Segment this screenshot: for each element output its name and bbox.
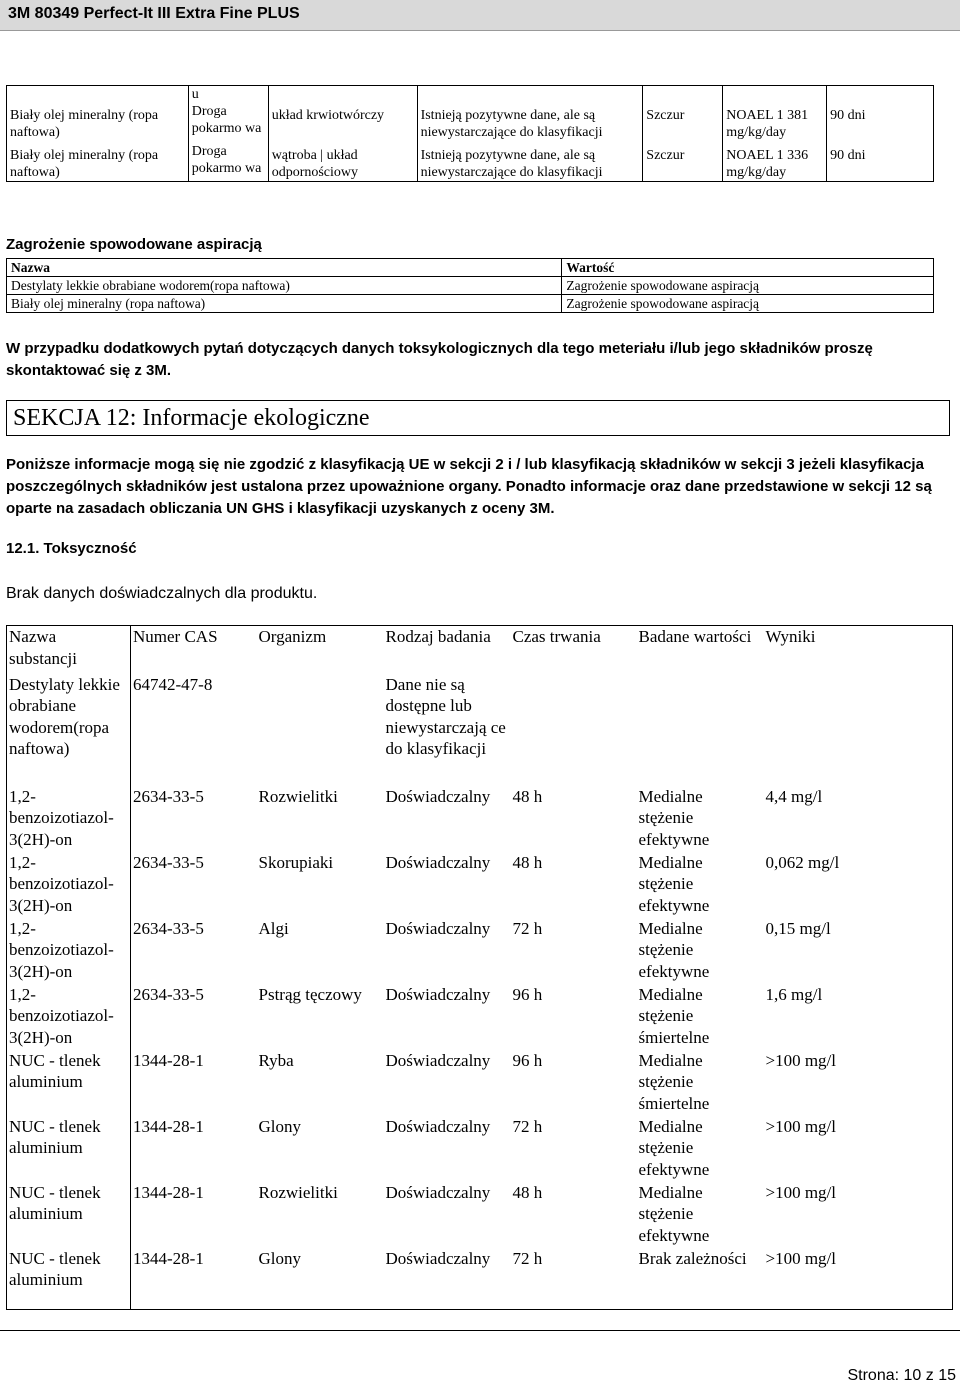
table-cell: Medialne stężenie efektywne bbox=[638, 852, 710, 915]
ecotoxicity-table bbox=[6, 625, 953, 1310]
table-row bbox=[7, 786, 953, 852]
no-data-note: Brak danych doświadczalnych dla produktu. bbox=[6, 585, 318, 602]
table-cell: Medialne stężenie efektywne bbox=[638, 786, 710, 849]
table-cell: Medialne stężenie śmiertelne bbox=[638, 984, 710, 1047]
table-cell: Doświadczalny bbox=[385, 918, 491, 938]
table-cell: 1,2-benzoizotiazol-3(2H)-on bbox=[7, 918, 131, 984]
contact-note: W przypadku dodatkowych pytań dotyczących danych toksykologicznych dla tego meteriału i/lub jego składników proszę skontaktować się z 3M. bbox=[6, 340, 873, 379]
table-cell: 1,2-benzoizotiazol-3(2H)-on bbox=[7, 786, 131, 852]
table-row bbox=[7, 277, 934, 295]
table-cell: 2634-33-5 bbox=[133, 918, 204, 938]
table-cell: >100 mg/l bbox=[765, 1248, 837, 1268]
table-cell: NUC - tlenek aluminium bbox=[7, 1050, 131, 1116]
table-cell: Doświadczalny bbox=[385, 852, 491, 872]
aspiration-table bbox=[6, 258, 934, 313]
table-cell: Skorupiaki bbox=[258, 852, 334, 872]
table-cell: Brak zależności bbox=[638, 1248, 747, 1268]
column-header: Organizm bbox=[258, 627, 327, 646]
table-row bbox=[7, 86, 934, 182]
table-row bbox=[7, 295, 934, 313]
table-cell: Doświadczalny bbox=[385, 1050, 491, 1070]
table-row bbox=[7, 1248, 953, 1310]
table-cell: 96 h bbox=[512, 1050, 543, 1070]
table-cell: NUC - tlenek aluminium bbox=[7, 1116, 131, 1182]
document-title: 3M 80349 Perfect-It III Extra Fine PLUS bbox=[8, 5, 300, 22]
table-cell: 4,4 mg/l bbox=[765, 786, 823, 806]
table-cell: 96 h bbox=[512, 984, 543, 1004]
duration-cell: 90 dni 90 dni bbox=[827, 86, 934, 182]
substance-name: Biały olej mineralny (ropa naftowa) Biały olej mineralny (ropa naftowa) bbox=[7, 86, 189, 182]
substance-name: Destylaty lekkie obrabiane wodorem(ropa naftowa) bbox=[7, 277, 562, 295]
table-cell: 72 h bbox=[512, 1116, 543, 1136]
table-header-row bbox=[7, 259, 934, 277]
table-cell: 1,2-benzoizotiazol-3(2H)-on bbox=[7, 984, 131, 1050]
column-header: Wartość bbox=[562, 259, 934, 277]
value-cell: Istnieją pozytywne dane, ale są niewystarczające do klasyfikacji Istnieją pozytywne dane, ale są niewystarczające do klasyfikacji bbox=[417, 86, 643, 182]
table-cell: >100 mg/l bbox=[765, 1116, 837, 1136]
table-cell: 72 h bbox=[512, 918, 543, 938]
table-cell bbox=[257, 674, 384, 786]
table-cell: Medialne stężenie efektywne bbox=[638, 918, 710, 981]
table-cell: 1344-28-1 bbox=[133, 1182, 204, 1202]
table-row bbox=[7, 984, 953, 1050]
document-header bbox=[0, 0, 960, 31]
table-cell: 2634-33-5 bbox=[133, 852, 204, 872]
table-cell: 2634-33-5 bbox=[133, 984, 204, 1004]
species-cell: Szczur Szczur bbox=[643, 86, 723, 182]
table-row bbox=[7, 1182, 953, 1248]
column-header: Numer CAS bbox=[133, 627, 218, 646]
table-cell: Doświadczalny bbox=[385, 1116, 491, 1136]
table-cell: Doświadczalny bbox=[385, 1248, 491, 1268]
table-cell: 2634-33-5 bbox=[133, 786, 204, 806]
table-cell: Rozwielitki bbox=[258, 786, 338, 806]
toxicity-table bbox=[6, 85, 934, 182]
table-cell: 1344-28-1 bbox=[133, 1116, 204, 1136]
subsection-title: 12.1. Toksyczność bbox=[6, 540, 137, 557]
table-cell: Rozwielitki bbox=[258, 1182, 338, 1202]
table-cell: 48 h bbox=[512, 852, 543, 872]
table-cell: 64742-47-8 bbox=[133, 674, 213, 694]
table-cell: 1,6 mg/l bbox=[765, 984, 823, 1004]
table-cell: NUC - tlenek aluminium bbox=[7, 1182, 131, 1248]
table-cell: Doświadczalny bbox=[385, 786, 491, 806]
table-cell: 0,062 mg/l bbox=[765, 852, 840, 872]
result-cell: NOAEL 1 381 mg/kg/day NOAEL 1 336 mg/kg/day bbox=[723, 86, 827, 182]
organ-cell: układ krwiotwórczy wątroba | układ odpornościowy bbox=[268, 86, 417, 182]
column-header: Czas trwania bbox=[512, 627, 601, 646]
table-cell: Doświadczalny bbox=[385, 984, 491, 1004]
table-row bbox=[7, 674, 953, 786]
table-cell: Pstrąg tęczowy bbox=[258, 984, 362, 1004]
page-number: Strona: 10 z 15 bbox=[847, 1367, 956, 1384]
table-header-row bbox=[7, 626, 953, 674]
section-intro: Poniższe informacje mogą się nie zgodzić z klasyfikacją UE w sekcji 2 i / lub klasyfikacją składników w sekcji 3 jeżeli klasyfikacja poszczególnych składników jest ustalona przez upoważnione organy. Ponadto informacje oraz dane przedstawione w sekcji 12 są oparte na zasadach obliczania UN GHS i klasyfikacji uzyskanych z oceny 3M. bbox=[6, 456, 932, 517]
table-cell: NUC - tlenek aluminium bbox=[7, 1248, 131, 1310]
table-cell: Algi bbox=[258, 918, 289, 938]
table-cell: Medialne stężenie śmiertelne bbox=[638, 1050, 710, 1113]
table-cell bbox=[637, 674, 764, 786]
section-title: SEKCJA 12: Informacje ekologiczne bbox=[13, 405, 370, 431]
hazard-value: Zagrożenie spowodowane aspiracją bbox=[562, 295, 934, 313]
table-row bbox=[7, 1050, 953, 1116]
table-cell bbox=[764, 674, 953, 786]
table-cell: 1344-28-1 bbox=[133, 1248, 204, 1268]
table-cell: Medialne stężenie efektywne bbox=[638, 1116, 710, 1179]
substance-name: Biały olej mineralny (ropa naftowa) bbox=[7, 295, 562, 313]
table-cell: Glony bbox=[258, 1116, 301, 1136]
hazard-value: Zagrożenie spowodowane aspiracją bbox=[562, 277, 934, 295]
table-cell: >100 mg/l bbox=[765, 1050, 837, 1070]
column-header: Rodzaj badania bbox=[385, 627, 491, 646]
table-row bbox=[7, 918, 953, 984]
table-cell: Dane nie są dostępne lub niewystarczają ce do klasyfikacji bbox=[385, 674, 506, 758]
table-cell: 48 h bbox=[512, 1182, 543, 1202]
table-cell: 1344-28-1 bbox=[133, 1050, 204, 1070]
table-cell: 0,15 mg/l bbox=[765, 918, 831, 938]
aspiration-title: Zagrożenie spowodowane aspiracją bbox=[6, 236, 262, 253]
table-cell: Ryba bbox=[258, 1050, 294, 1070]
table-cell: >100 mg/l bbox=[765, 1182, 837, 1202]
table-cell: 48 h bbox=[512, 786, 543, 806]
table-cell: Doświadczalny bbox=[385, 1182, 491, 1202]
column-header: Nazwa bbox=[7, 259, 562, 277]
section-12-box bbox=[6, 400, 950, 436]
column-header: Wyniki bbox=[765, 627, 816, 646]
table-cell: Medialne stężenie efektywne bbox=[638, 1182, 710, 1245]
table-row bbox=[7, 1116, 953, 1182]
table-cell: 1,2-benzoizotiazol-3(2H)-on bbox=[7, 852, 131, 918]
footer-divider bbox=[0, 1330, 960, 1331]
table-row bbox=[7, 852, 953, 918]
column-header: Badane wartości bbox=[638, 627, 752, 646]
table-cell: Destylaty lekkie obrabiane wodorem(ropa naftowa) bbox=[7, 674, 131, 786]
table-cell: Glony bbox=[258, 1248, 301, 1268]
table-cell bbox=[511, 674, 637, 786]
route-cell: u Droga pokarmo wa Droga pokarmo wa bbox=[188, 86, 268, 182]
table-cell: 72 h bbox=[512, 1248, 543, 1268]
column-header: Nazwa substancji bbox=[7, 626, 131, 674]
